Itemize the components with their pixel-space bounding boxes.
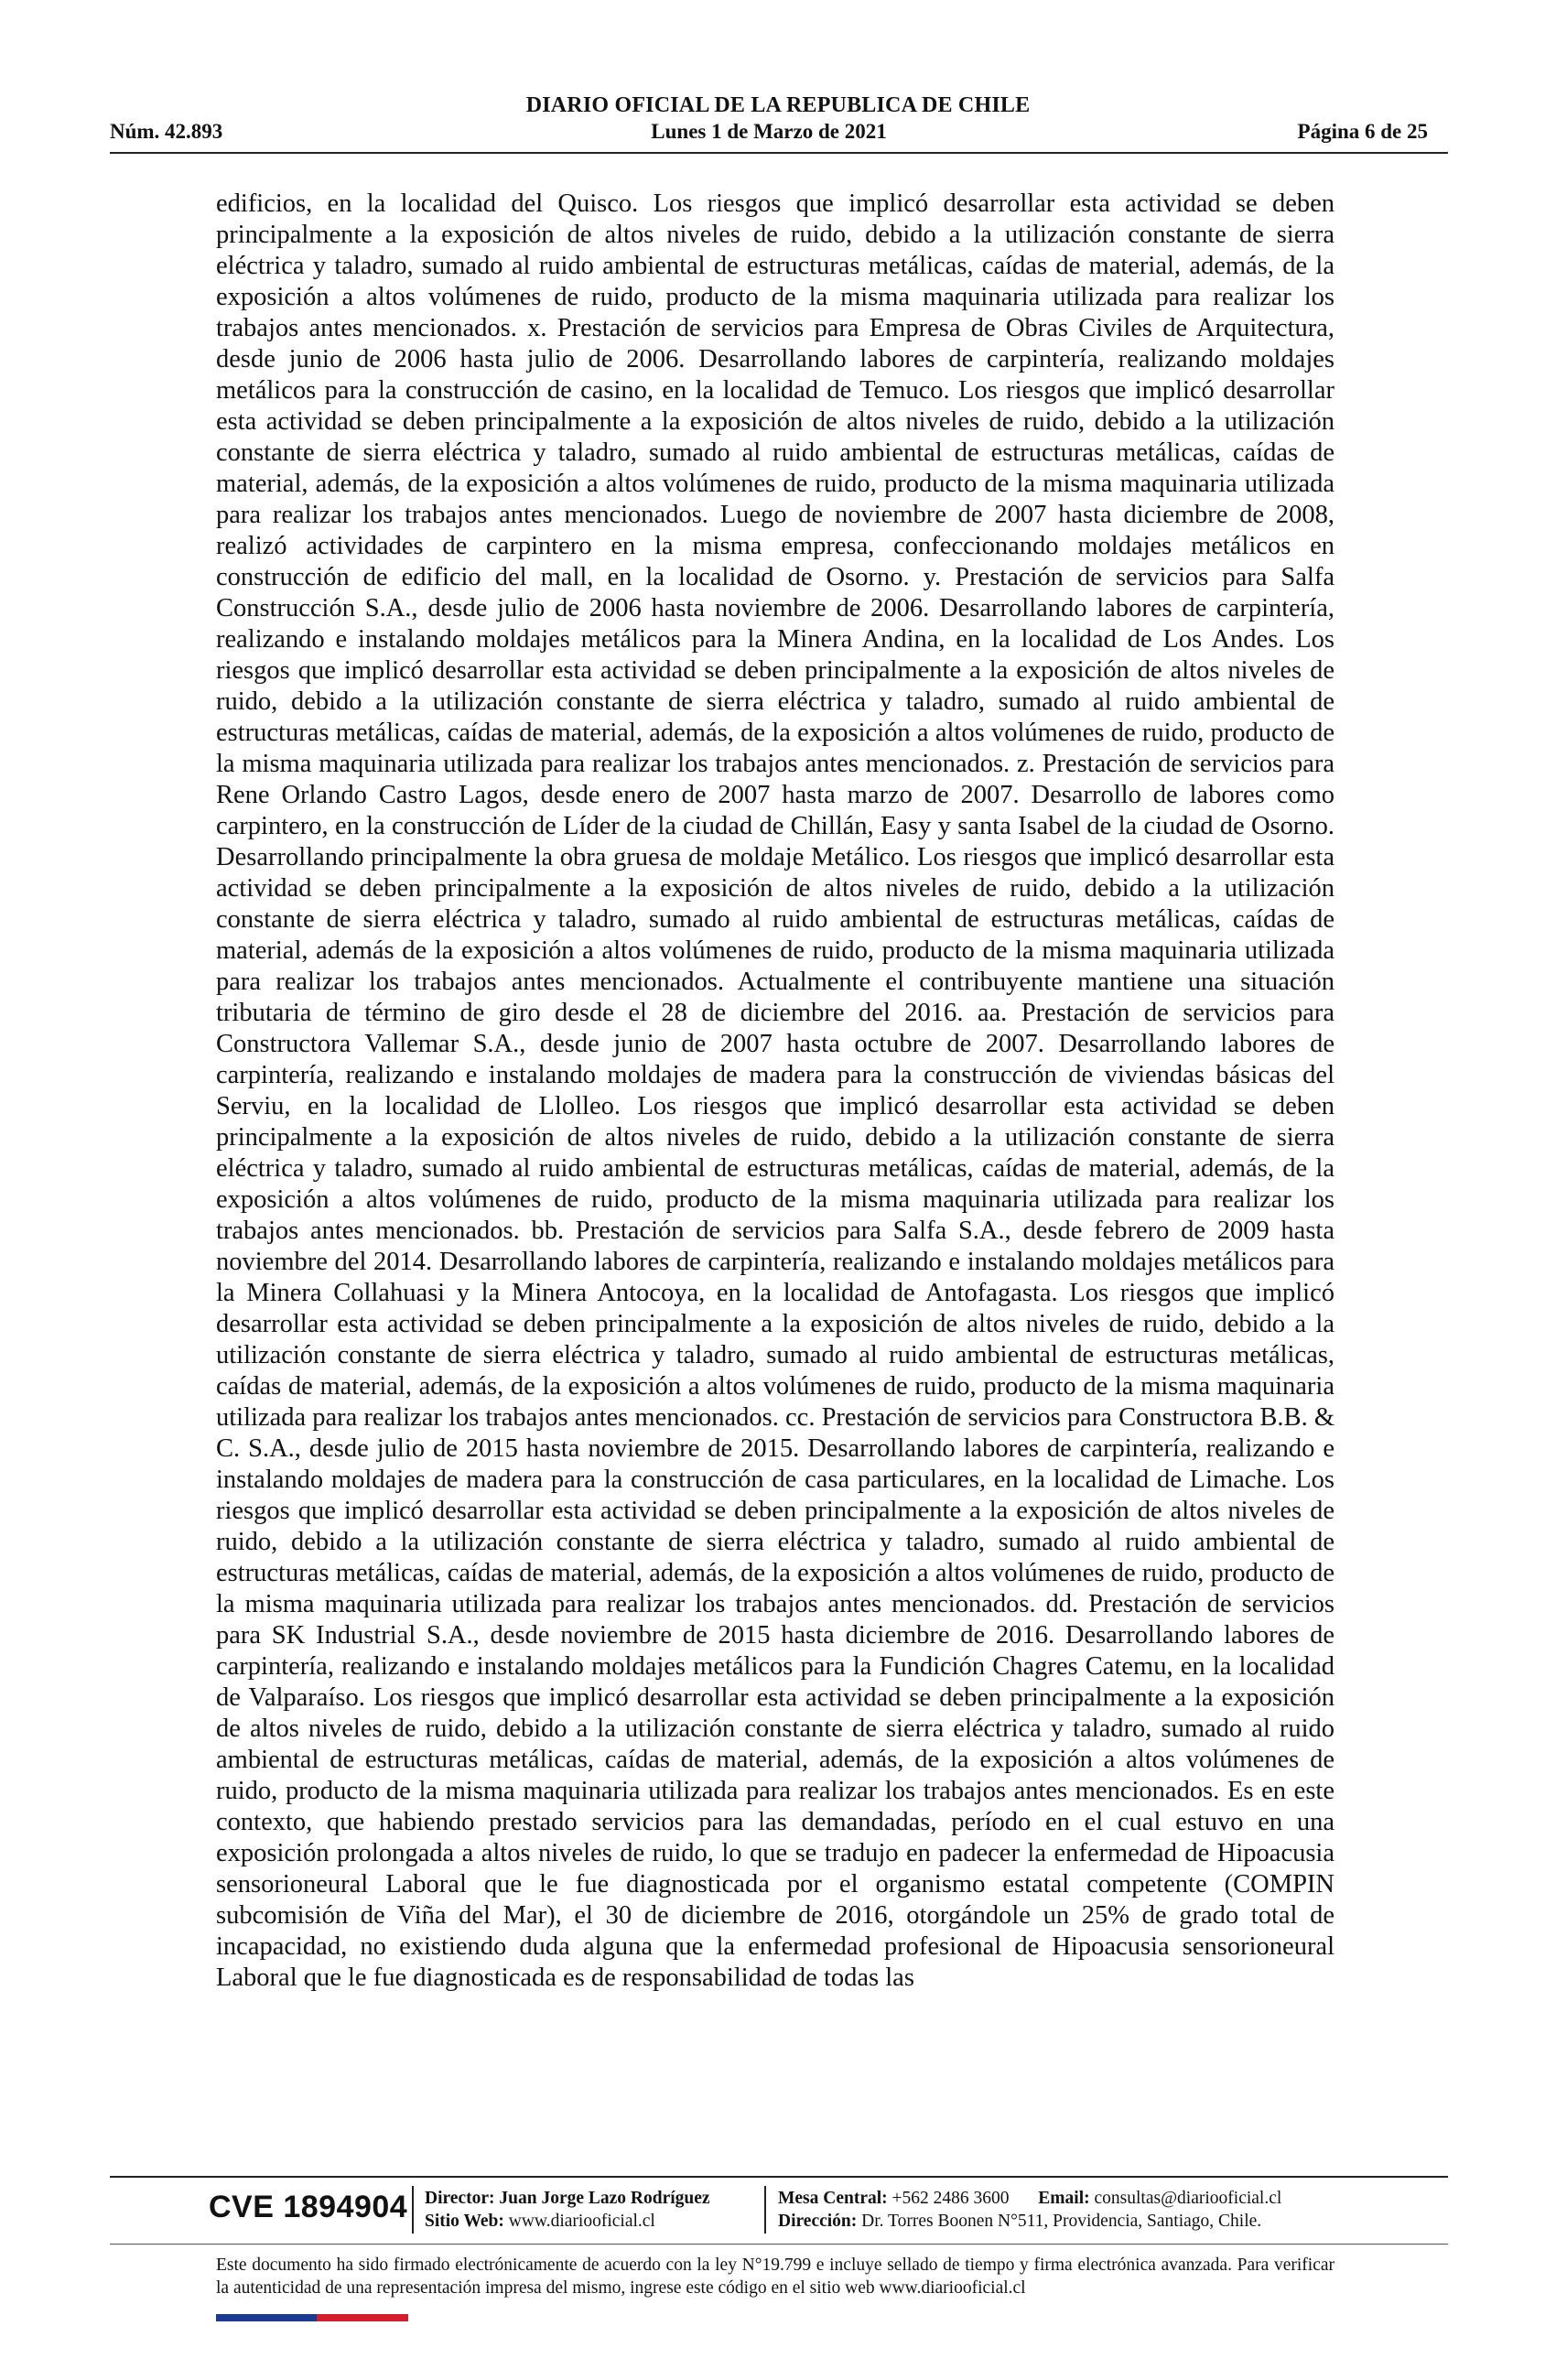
- email-label: Email:: [1038, 2189, 1090, 2208]
- body-paragraph: edificios, en la localidad del Quisco. Los riesgos que implicó desarrollar esta actividad se deben principalmente a la exposición de altos niveles de ruido, debido a la utilización constante de sierra eléctrica y taladro, sumado al ruido ambiental de estructuras metálicas, caídas de material, además, de la exposición a altos volúmenes de ruido, producto de la misma maquinaria utilizada para realizar los trabajos antes mencionados. x. Prestación de servicios para Empresa de Obras Civiles de Arquitectura, desde junio de 2006 hasta julio de 2006. Desarrollando labores de carpintería, realizando moldajes metálicos para la construcción de casino, en la localidad de Temuco. Los riesgos que implicó desarrollar esta actividad se deben principalmente a la exposición de altos niveles de ruido, debido a la utilización constante de sierra eléctrica y taladro, sumado al ruido ambiental de estructuras metálicas, caídas de material, además, de la exposición a altos volúmenes de ruido, producto de la misma maquinaria utilizada para realizar los trabajos antes mencionados. Luego de noviembre de 2007 hasta diciembre de 2008, realizó actividades de carpintero en la misma empresa, confeccionando moldajes metálicos en construcción de edificio del mall, en la localidad de Osorno. y. Prestación de servicios para Salfa Construcción S.A., desde julio de 2006 hasta noviembre de 2006. Desarrollando labores de carpintería, realizando e instalando moldajes metálicos para la Minera Andina, en la localidad de Los Andes. Los riesgos que implicó desarrollar esta actividad se deben principalmente a la exposición de altos niveles de ruido, debido a la utilización constante de sierra eléctrica y taladro, sumado al ruido ambiental de estructuras metálicas, caídas de material, además, de la exposición a altos volúmenes de ruido, producto de la misma maquinaria utilizada para realizar los trabajos antes mencionados. z. Prestación de servicios para Rene Orlando Castro Lagos, desde enero de 2007 hasta marzo de 2007. Desarrollo de labores como carpintero, en la construcción de Líder de la ciudad de Chillán, Easy y santa Isabel de la ciudad de Osorno. Desarrollando principalmente la obra gruesa de moldaje Metálico. Los riesgos que implicó desarrollar esta actividad se deben principalmente a la exposición de altos niveles de ruido, debido a la utilización constante de sierra eléctrica y taladro, sumado al ruido ambiental de estructuras metálicas, caídas de material, además de la exposición a altos volúmenes de ruido, producto de la misma maquinaria utilizada para realizar los trabajos antes mencionados. Actualmente el contribuyente mantiene una situación tributaria de término de giro desde el 28 de diciembre del 2016. aa. Prestación de servicios para Constructora Vallemar S.A., desde junio de 2007 hasta octubre de 2007. Desarrollando labores de carpintería, realizando e instalando moldajes de madera para la construcción de viviendas básicas del Serviu, en la localidad de Llolleo. Los riesgos que implicó desarrollar esta actividad se deben principalmente a la exposición de altos niveles de ruido, debido a la utilización constante de sierra eléctrica y taladro, sumado al ruido ambiental de estructuras metálicas, caídas de material, además, de la exposición a altos volúmenes de ruido, producto de la misma maquinaria utilizada para realizar los trabajos antes mencionados. bb. Prestación de servicios para Salfa S.A., desde febrero de 2009 hasta noviembre del 2014. Desarrollando labores de carpintería, realizando e instalando moldajes metálicos para la Minera Collahuasi y la Minera Antocoya, en la localidad de Antofagasta. Los riesgos que implicó desarrollar esta actividad se deben principalmente a la exposición de altos niveles de ruido, debido a la utilización constante de sierra eléctrica y taladro, sumado al ruido ambiental de estructuras metálicas, caídas de material, además, de la exposición a altos volúmenes de ruido, producto de la misma maquinaria utilizada para realizar los trabajos antes mencionados. cc. Prestación de servicios para Constructora B.B. & C. S.A., desde julio de 2015 hasta noviembre de 2015. Desarrollando labores de carpintería, realizando e instalando moldajes de madera para la construcción de casa particulares, en la localidad de Limache. Los riesgos que implicó desarrollar esta actividad se deben principalmente a la exposición de altos niveles de ruido, debido a la utilización constante de sierra eléctrica y taladro, sumado al ruido ambiental de estructuras metálicas, caídas de material, además, de la exposición a altos volúmenes de ruido, producto de la misma maquinaria utilizada para realizar los trabajos antes mencionados. dd. Prestación de servicios para SK Industrial S.A., desde noviembre de 2015 hasta diciembre de 2016. Desarrollando labores de carpintería, realizando e instalando moldajes metálicos para la Fundición Chagres Catemu, en la localidad de Valparaíso. Los riesgos que implicó desarrollar esta actividad se deben principalmente a la exposición de altos niveles de ruido, debido a la utilización constante de sierra eléctrica y taladro, sumado al ruido ambiental de estructuras metálicas, caídas de material, además, de la exposición a altos volúmenes de ruido, producto de la misma maquinaria utilizada para realizar los trabajos antes mencionados. Es en este contexto, que habiendo prestado servicios para las demandadas, período en el cual estuvo en una exposición prolongada a altos niveles de ruido, lo que se tradujo en padecer la enfermedad de Hipoacusia sensorioneural Laboral que le fue diagnosticada por el organismo estatal competente (COMPIN subcomisión de Viña del Mar), el 30 de diciembre de 2016, otorgándole un 25% de grado total de incapacidad, no existiendo duda alguna que la enfermedad profesional de Hipoacusia sensorioneural Laboral que le fue diagnosticada es de responsabilidad de todas las: [216, 189, 1334, 1992]
- director-label: Director:: [425, 2189, 495, 2208]
- footer-divider-bottom: [110, 2244, 1448, 2245]
- footer-separator: [412, 2186, 414, 2234]
- director-name: Juan Jorge Lazo Rodríguez: [499, 2189, 710, 2208]
- phone-value: +562 2486 3600: [891, 2189, 1010, 2208]
- site-link[interactable]: www.diariooficial.cl: [508, 2212, 655, 2231]
- body-content: [216, 189, 1334, 1994]
- phone-label: Mesa Central:: [778, 2189, 888, 2208]
- header-row: [110, 120, 1428, 147]
- address-value: Dr. Torres Boonen N°511, Providencia, Santiago, Chile.: [861, 2212, 1262, 2231]
- flag-blue-segment: [216, 2314, 317, 2321]
- footer-divider-top: [110, 2176, 1448, 2178]
- footer-director-block: [425, 2187, 710, 2233]
- footer-contact-block: [778, 2187, 1336, 2233]
- publication-title: DIARIO OFICIAL DE LA REPUBLICA DE CHILE: [525, 93, 1031, 117]
- page-number: Página 6 de 25: [1297, 120, 1428, 143]
- flag-red-segment: [317, 2314, 408, 2321]
- flag-stripe: [216, 2314, 408, 2321]
- issue-date: Lunes 1 de Marzo de 2021: [651, 120, 887, 143]
- issue-number: Núm. 42.893: [110, 120, 223, 143]
- header-divider: [110, 152, 1448, 154]
- cve-code: CVE 1894904: [209, 2190, 408, 2224]
- address-label: Dirección:: [778, 2212, 858, 2231]
- signature-note: Este documento ha sido firmado electrónicamente de acuerdo con la ley N°19.799 e incluye sellado de tiempo y firma electrónica avanzada. Para verificar la autenticidad de una representación impresa del mismo, ingrese este código en el sitio web www.diariooficial.cl: [216, 2256, 1334, 2298]
- footer-separator: [764, 2186, 766, 2234]
- email-link[interactable]: consultas@diariooficial.cl: [1094, 2189, 1282, 2208]
- site-label: Sitio Web:: [425, 2212, 504, 2231]
